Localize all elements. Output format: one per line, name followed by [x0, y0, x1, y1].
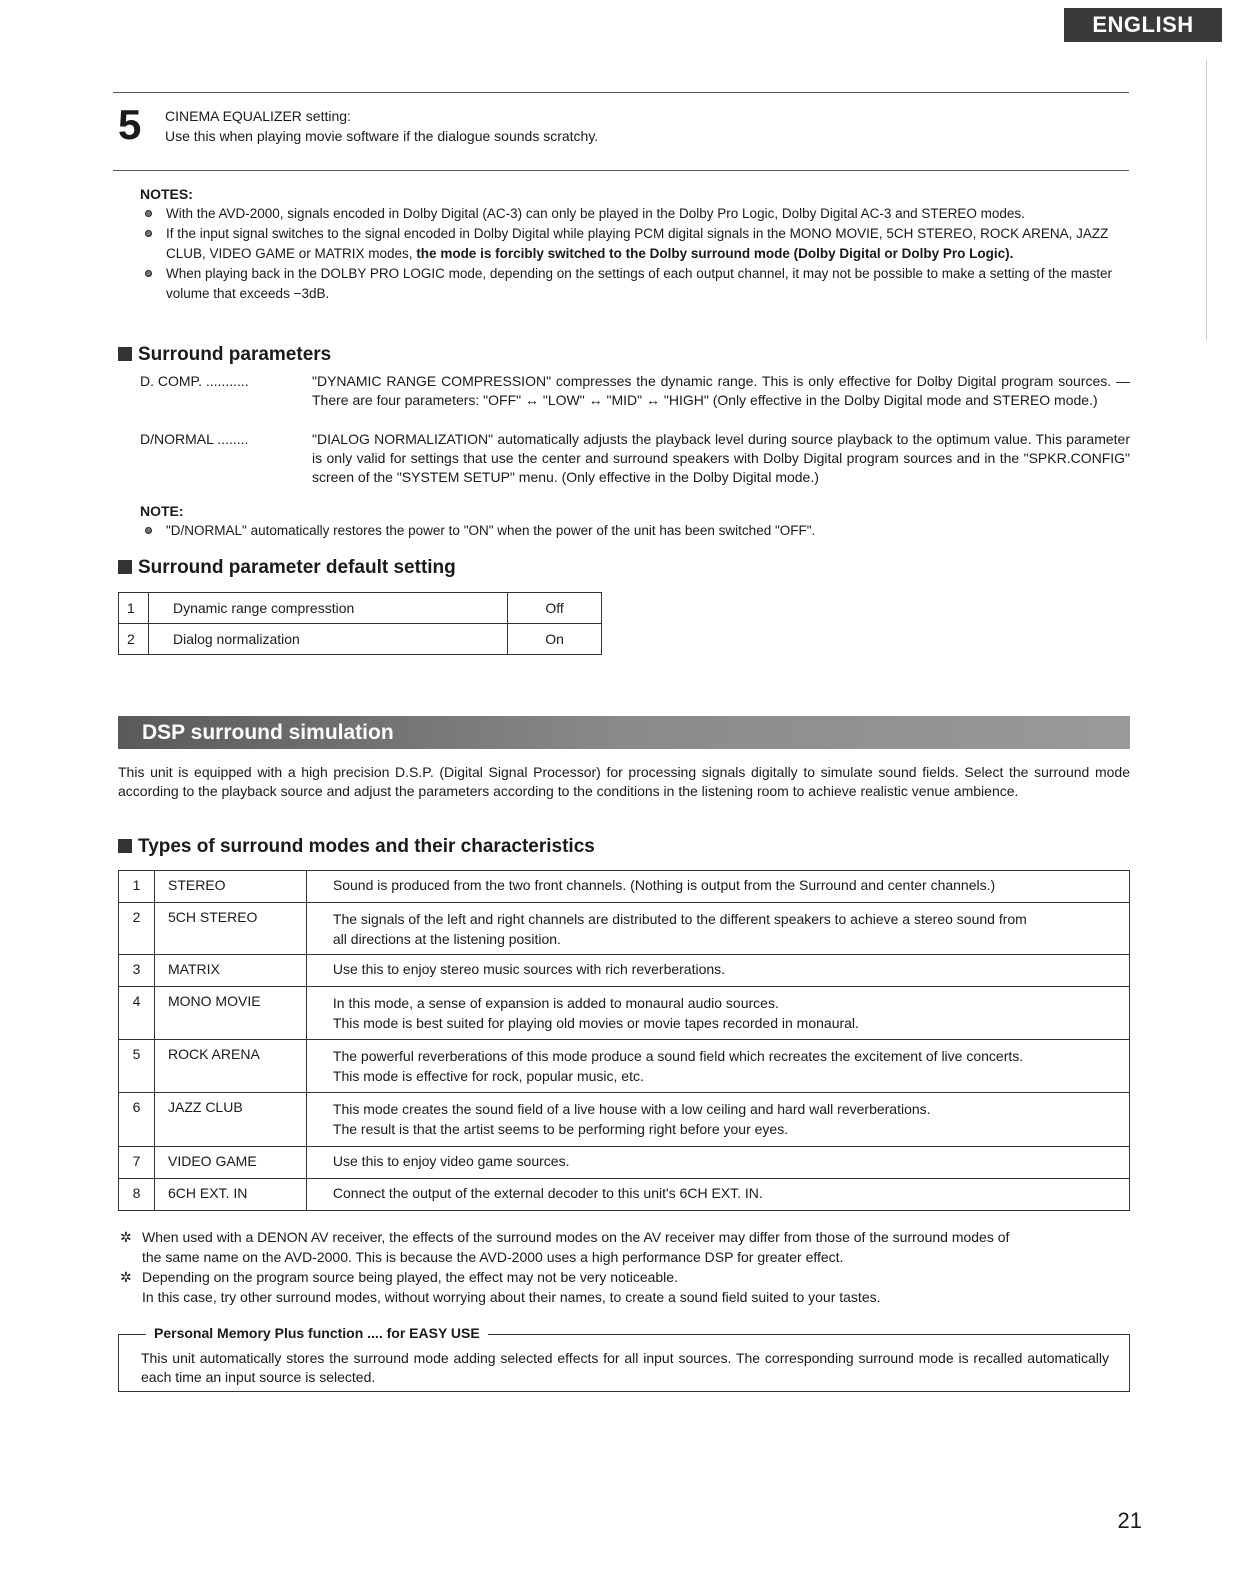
mode-description: In this mode, a sense of expansion is added to monaural audio sources. This mode is best suited for playing old movies or movie tapes recorded in monaural.: [306, 987, 1129, 1040]
table-row: [119, 1179, 1130, 1211]
row-number: 1: [119, 593, 149, 624]
default-setting-heading: Surround parameter default setting: [118, 557, 456, 579]
personal-memory-box: [118, 1325, 1130, 1392]
row-name: Dialog normalization: [148, 624, 507, 655]
mode-description: Use this to enjoy stereo music sources with rich reverberations.: [306, 955, 1129, 987]
mode-description: Connect the output of the external decoder to this unit's 6CH EXT. IN.: [306, 1179, 1129, 1211]
footnote: ✲ When used with a DENON AV receiver, the effects of the surround modes on the AV receiver may differ from those of the surround modes of the same name on the AVD-2000. This is because the AVD-2000 uses a high performance DSP for greater effect.: [120, 1229, 1010, 1265]
default-setting-table: [118, 592, 602, 655]
mode-number: 7: [119, 1147, 155, 1179]
row-name: Dynamic range compresstion: [148, 593, 507, 624]
param-note-title: NOTE:: [140, 503, 184, 519]
step-number: 5: [118, 101, 142, 148]
table-row: [119, 871, 1130, 903]
footnote: ✲ Depending on the program source being played, the effect may not be very noticeable. In this case, try other surround modes, without worrying about their names, to create a sound field suited to your tastes.: [120, 1269, 881, 1305]
footnotes: [118, 1227, 1138, 1307]
mode-description: Sound is produced from the two front channels. (Nothing is output from the Surround and center channels.): [306, 871, 1129, 903]
page-number: 21: [1117, 1508, 1142, 1533]
step-5-title: CINEMA EQUALIZER setting:: [165, 108, 351, 124]
mode-description: Use this to enjoy video game sources.: [306, 1147, 1129, 1179]
mode-name: ROCK ARENA: [154, 1040, 306, 1093]
note-item: With the AVD-2000, signals encoded in Dolby Digital (AC-3) can only be played in the Dolby Pro Logic, Dolby Digital AC-3 and STEREO modes.: [140, 204, 1130, 224]
square-bullet-icon: [118, 347, 132, 361]
mode-description: This mode creates the sound field of a live house with a low ceiling and hard wall reverberations. The result is that the artist seems to be performing right before your eyes.: [306, 1093, 1129, 1147]
dsp-section-banner: DSP surround simulation: [118, 716, 1130, 749]
mode-name: STEREO: [154, 871, 306, 903]
mode-number: 5: [119, 1040, 155, 1093]
row-value: Off: [508, 593, 602, 624]
top-rule: [113, 92, 1129, 93]
row-value: On: [508, 624, 602, 655]
square-bullet-icon: [118, 560, 132, 574]
mode-number: 4: [119, 987, 155, 1040]
table-row: [119, 955, 1130, 987]
mode-description: The signals of the left and right channels are distributed to the different speakers to achieve a stereo sound from all directions at the listening position.: [306, 903, 1129, 955]
mode-name: MONO MOVIE: [154, 987, 306, 1040]
step-5-description: Use this when playing movie software if the dialogue sounds scratchy.: [165, 128, 599, 144]
language-tab: ENGLISH: [1064, 8, 1222, 42]
mode-name: 5CH STEREO: [154, 903, 306, 955]
mode-name: 6CH EXT. IN: [154, 1179, 306, 1211]
note-item: "D/NORMAL" automatically restores the power to "ON" when the power of the unit has been switched "OFF".: [140, 521, 1130, 541]
note-item: If the input signal switches to the signal encoded in Dolby Digital while playing PCM digital signals in the MONO MOVIE, 5CH STEREO, ROCK ARENA, JAZZ CLUB, VIDEO GAME or MATRIX modes, the mode is forcibly switched to the Dolby surround mode (Dolby Digital or Dolby Pro Logic).: [140, 224, 1130, 264]
param-note-list: [140, 521, 1130, 541]
table-row: [119, 624, 602, 655]
table-row: [119, 903, 1130, 955]
mode-name: MATRIX: [154, 955, 306, 987]
personal-memory-title: Personal Memory Plus function .... for EASY USE: [146, 1325, 488, 1341]
param-term-dcomp: D. COMP. ...........: [140, 373, 249, 389]
surround-parameters-heading: Surround parameters: [118, 344, 331, 366]
step-rule: [113, 170, 1129, 171]
param-desc-dnormal: "DIALOG NORMALIZATION" automatically adjusts the playback level during source playback to the optimum value. This parameter is only valid for settings that use the center and surround speakers with Dolby Digital program sources and in the "SPKR.CONFIG" screen of the "SYSTEM SETUP" menu. (Only effective in the Dolby Digital mode.): [312, 431, 1130, 485]
row-number: 2: [119, 624, 149, 655]
param-note-section: [140, 503, 1130, 541]
scan-edge-line: [1206, 60, 1207, 340]
table-row: [119, 1040, 1130, 1093]
asterisk-icon: ✲: [120, 1229, 132, 1245]
mode-number: 6: [119, 1093, 155, 1147]
mode-number: 8: [119, 1179, 155, 1211]
param-desc-dcomp: "DYNAMIC RANGE COMPRESSION" compresses the dynamic range. This is only effective for Dolby Digital program sources. — There are four parameters: "OFF" ↔ "LOW" ↔ "MID" ↔ "HIGH" (Only effective in the Dolby Digital mode and STEREO mode.): [312, 373, 1130, 408]
notes-list: [140, 204, 1130, 304]
notes-section: [140, 186, 1130, 304]
mode-number: 3: [119, 955, 155, 987]
table-row: [119, 987, 1130, 1040]
surround-modes-heading: Types of surround modes and their characteristics: [118, 836, 595, 858]
mode-description: The powerful reverberations of this mode produce a sound field which recreates the excitement of live concerts. This mode is effective for rock, popular music, etc.: [306, 1040, 1129, 1093]
note-item: When playing back in the DOLBY PRO LOGIC mode, depending on the settings of each output channel, it may not be possible to make a setting of the master volume that exceeds −3dB.: [140, 264, 1130, 304]
notes-title: NOTES:: [140, 186, 193, 202]
table-row: [119, 1093, 1130, 1147]
surround-modes-table: [118, 870, 1130, 1211]
mode-name: JAZZ CLUB: [154, 1093, 306, 1147]
asterisk-icon: ✲: [120, 1269, 132, 1285]
personal-memory-text: This unit automatically stores the surround mode adding selected effects for all input sources. The corresponding surround mode is recalled automatically each time an input source is selected.: [118, 1341, 1130, 1392]
dsp-intro: This unit is equipped with a high precision D.S.P. (Digital Signal Processor) for processing signals digitally to simulate sound fields. Select the surround mode according to the playback source and adjust the parameters according to the conditions in the listening room to achieve realistic venue ambience.: [118, 764, 1130, 799]
table-row: [119, 593, 602, 624]
param-term-dnormal: D/NORMAL ........: [140, 431, 249, 447]
step-5-text: [165, 106, 598, 146]
mode-number: 1: [119, 871, 155, 903]
mode-number: 2: [119, 903, 155, 955]
square-bullet-icon: [118, 839, 132, 853]
table-row: [119, 1147, 1130, 1179]
mode-name: VIDEO GAME: [154, 1147, 306, 1179]
